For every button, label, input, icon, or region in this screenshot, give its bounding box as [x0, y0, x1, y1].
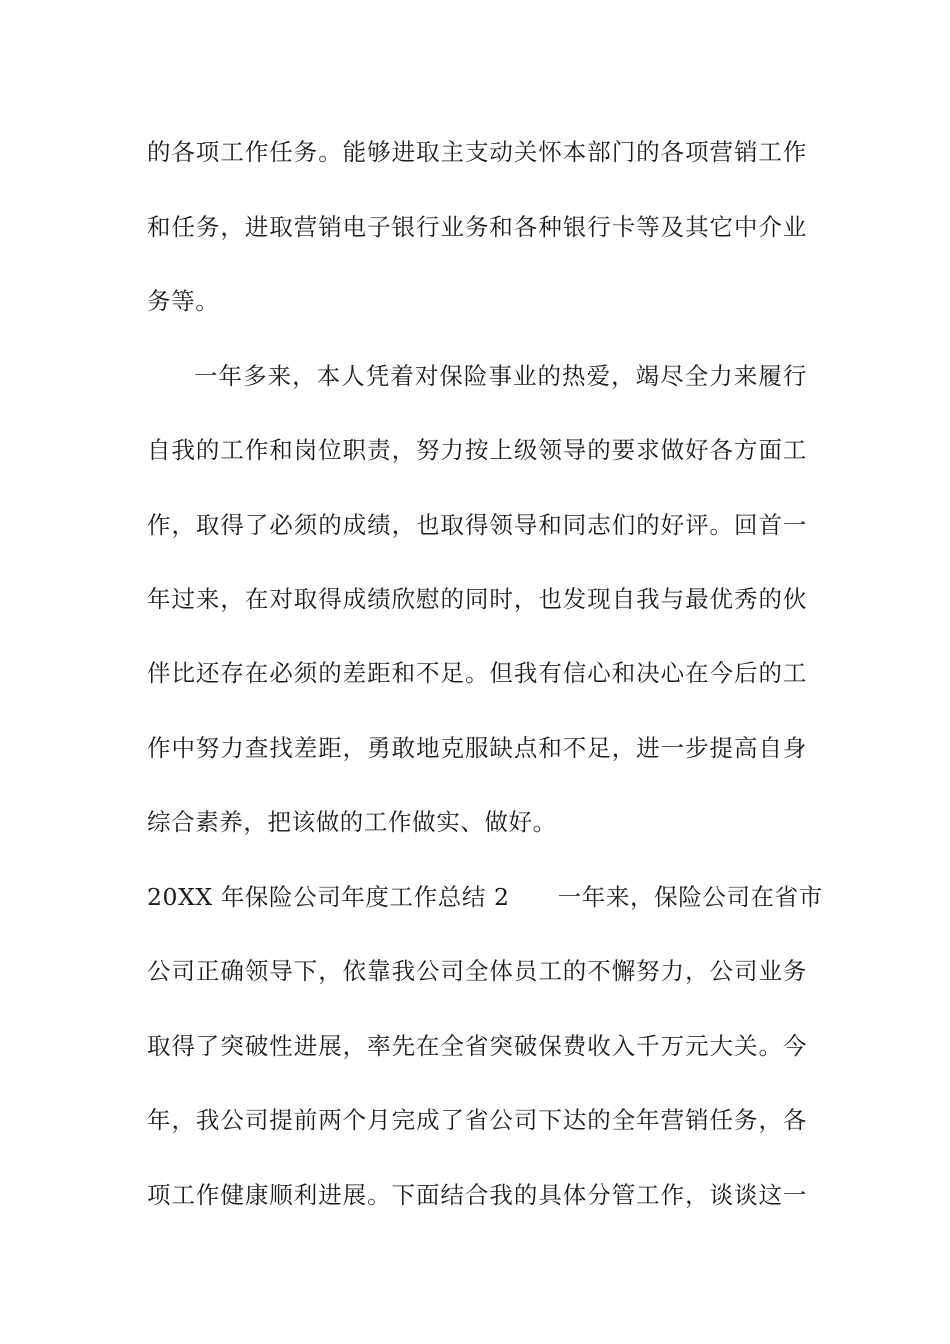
text-line: 自我的工作和岗位职责，努力按上级领导的要求做好各方面工	[147, 436, 807, 464]
section-heading-line: 20XX 年保险公司年度工作总结 2 一年来，保险公司在省市	[147, 883, 823, 911]
text-line: 项工作健康顺利进展。下面结合我的具体分管工作，谈谈这一	[147, 1181, 807, 1209]
paragraph-first-line: 一年多来，本人凭着对保险事业的热爱，竭尽全力来履行	[194, 362, 807, 390]
text-line: 和任务，进取营销电子银行业务和各种银行卡等及其它中介业	[147, 213, 807, 241]
text-line: 公司正确领导下，依靠我公司全体员工的不懈努力，公司业务	[147, 957, 807, 985]
text-line: 伴比还存在必须的差距和不足。但我有信心和决心在今后的工	[147, 659, 807, 687]
text-line: 的各项工作任务。能够进取主支动关怀本部门的各项营销工作	[147, 138, 807, 166]
text-line: 年过来，在对取得成绩欣慰的同时，也发现自我与最优秀的伙	[147, 585, 807, 613]
text-line: 作，取得了必须的成绩，也取得领导和同志们的好评。回首一	[147, 511, 807, 539]
text-line: 务等。	[147, 287, 220, 315]
text-line: 综合素养，把该做的工作做实、做好。	[147, 808, 557, 836]
text-line: 作中努力查找差距，勇敢地克服缺点和不足，进一步提高自身	[147, 734, 807, 762]
text-line: 取得了突破性进展，率先在全省突破保费收入千万元大关。今	[147, 1032, 807, 1060]
text-line: 年，我公司提前两个月完成了省公司下达的全年营销任务，各	[147, 1106, 807, 1134]
